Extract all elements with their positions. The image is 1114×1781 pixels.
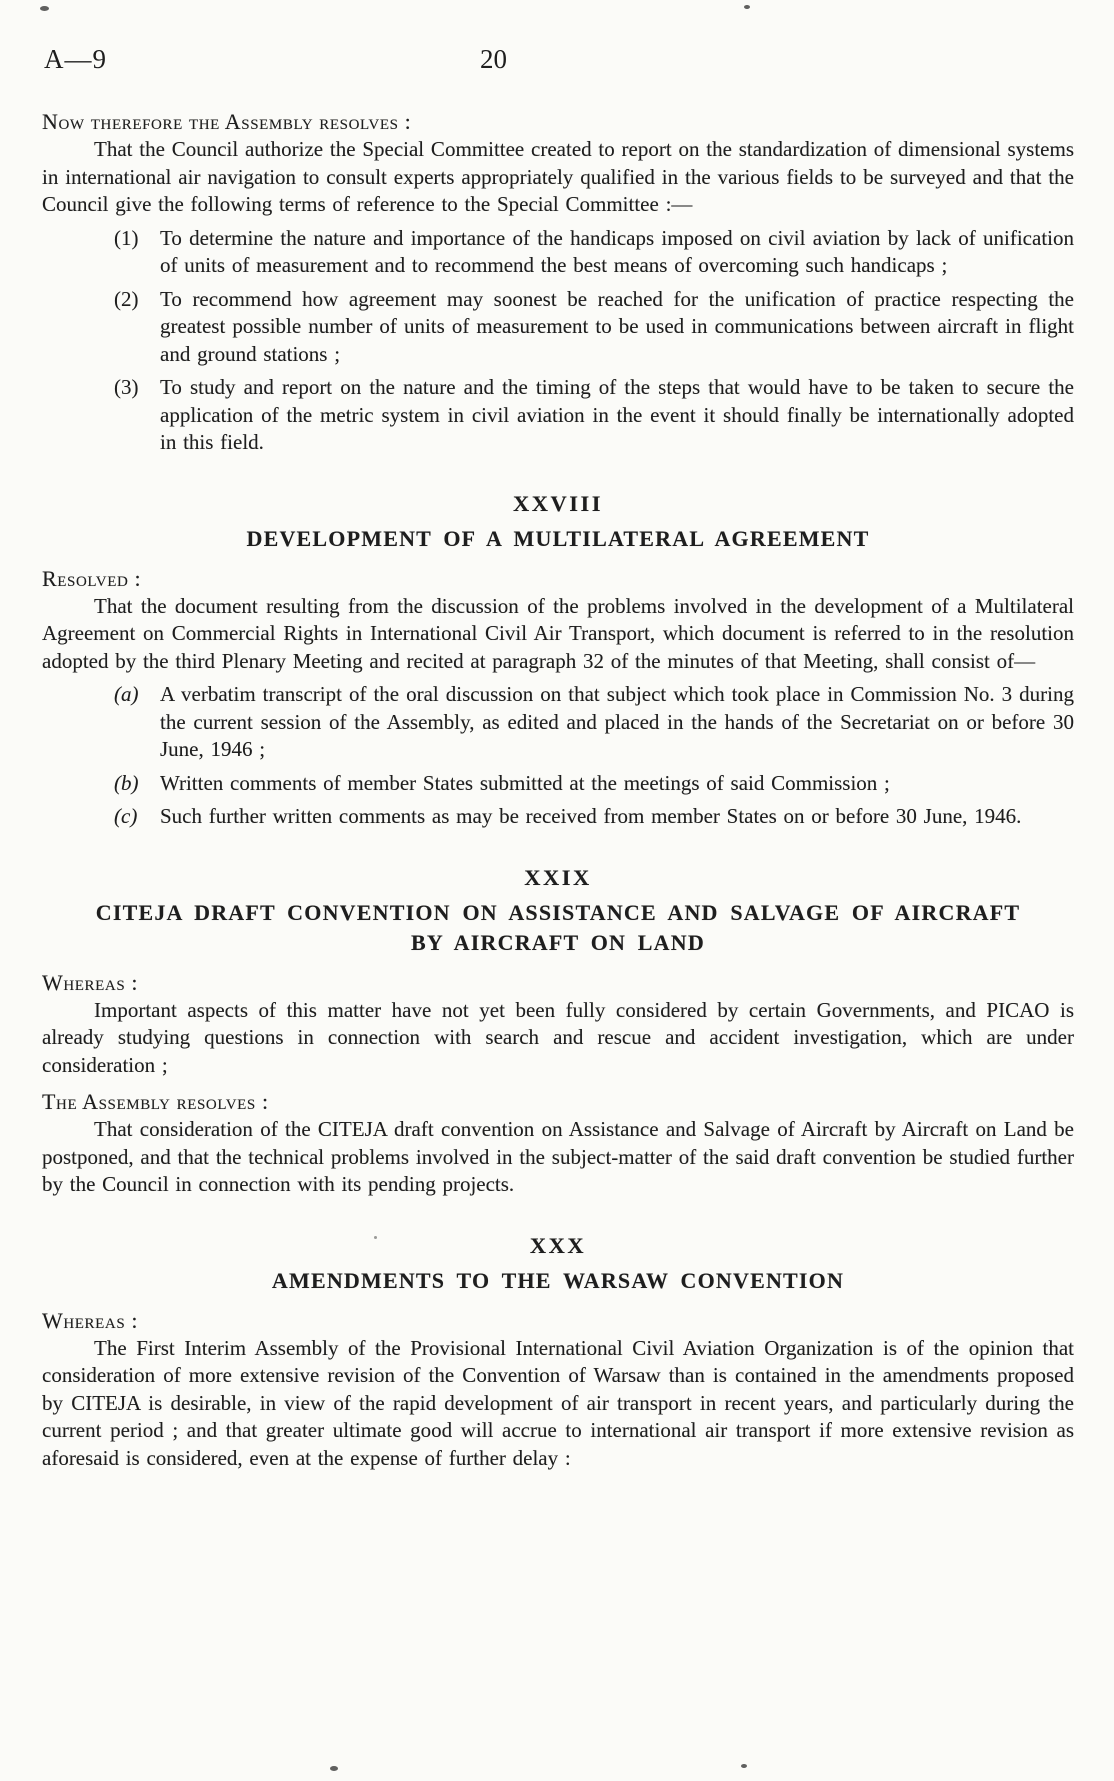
list-item: [42, 803, 1074, 831]
resolution-section-xxx: [42, 1233, 1074, 1473]
list-item: [42, 225, 1074, 280]
section-title-line: BY AIRCRAFT ON LAND: [411, 929, 705, 955]
list-item-text: To determine the nature and importance of the handicaps imposed on civil aviation by lack of unification of units of measurement and to recommend the best means of overcoming such handicaps ;: [160, 225, 1074, 277]
list-marker: (a): [114, 682, 139, 706]
list-marker: (c): [114, 804, 138, 828]
paragraph: The First Interim Assembly of the Provisional International Civil Aviation Organization is of the opinion that consideration of more extensive revision of the Convention of Warsaw than is contained in the amendments proposed by CITEJA is desirable, in view of the rapid development of air transport in recent years, and particularly during the current period ; and that greater ultimate good will accrue to international air transport if more extensive revision as aforesaid is considered, even at the expense of further delay :: [42, 1335, 1074, 1470]
list-item-text: Written comments of member States submitted at the meetings of said Commission ;: [160, 770, 890, 795]
whereas-lead: Whereas :: [42, 1307, 139, 1333]
scan-artifact: [40, 6, 49, 11]
scan-artifact: [741, 1764, 747, 1768]
list-item-text: To study and report on the nature and the timing of the steps that would have to be taken to secure the application of the metric system in civil aviation in the event it should finally be internationally adopted in this field.: [160, 375, 1074, 454]
list-marker: (1): [114, 225, 139, 250]
section-title: [42, 524, 1074, 554]
section-title-line: DEVELOPMENT OF A MULTILATERAL AGREEMENT: [246, 525, 870, 551]
scan-artifact: [374, 1236, 377, 1239]
resolution-lead: The Assembly resolves :: [42, 1089, 269, 1114]
paragraph: That the document resulting from the discussion of the problems involved in the development of a Multilateral Agreement on Commercial Rights in International Civil Air Transport, which document is referred to in the resolution adopted by the third Plenary Meeting and recited at paragraph 32 of the minutes of that Meeting, shall consist of—: [42, 593, 1074, 673]
section-title: [42, 1266, 1074, 1296]
resolution-lead: Resolved :: [42, 565, 142, 591]
list-item-text: A verbatim transcript of the oral discussion on that subject which took place in Commission No. 3 during the current session of the Assembly, as edited and placed in the hands of the Secretariat on or before 30 June, 1946 ;: [160, 682, 1074, 761]
resolution-section-terms-of-reference: [42, 108, 1074, 457]
paragraph: Important aspects of this matter have not yet been fully considered by certain Governments, and PICAO is already studying questions in connection with search and rescue and accident investigation, which are under consideration ;: [42, 997, 1074, 1077]
section-title: [42, 898, 1074, 958]
scan-artifact: [330, 1766, 338, 1771]
resolution-section-xxix: [42, 865, 1074, 1199]
list-item-text: To recommend how agreement may soonest be reached for the unification of practice respecting the greatest possible number of units of measurement to be used in communications between aircraft in flight and ground stations ;: [160, 286, 1074, 366]
doc-reference: A—9: [44, 44, 107, 74]
list-item: [42, 681, 1074, 764]
section-numeral: XXVIII: [512, 490, 603, 516]
paragraph: That consideration of the CITEJA draft convention on Assistance and Salvage of Aircraft by Aircraft on Land be postponed, and that the technical problems involved in the subject-matter of the said draft convention be studied further by the Council in connection with its pending projects.: [42, 1117, 1074, 1196]
list-item-text: Such further written comments as may be received from member States on or before 30 June, 1946.: [160, 804, 1022, 828]
paragraph: That the Council authorize the Special Committee created to report on the standardization of dimensional systems in international air navigation to consult experts appropriately qualified in the various fields to be surveyed and that the Council give the following terms of reference to the Special Committee :—: [42, 137, 1074, 216]
section-numeral: XXIX: [524, 864, 592, 890]
section-title-line: CITEJA DRAFT CONVENTION ON ASSISTANCE AND SALVAGE OF AIRCRAFT: [95, 899, 1021, 925]
resolution-section-xxviii: [42, 491, 1074, 831]
list-marker: (2): [114, 286, 139, 311]
list-item: [42, 374, 1074, 457]
list-marker: (b): [114, 770, 139, 795]
whereas-lead: Whereas :: [42, 969, 139, 995]
list-item: [42, 286, 1074, 369]
list-marker: (3): [114, 375, 139, 399]
page-header: [42, 44, 1074, 80]
scan-artifact: [744, 5, 750, 9]
section-numeral: XXX: [529, 1232, 587, 1258]
section-title-line: AMENDMENTS TO THE WARSAW CONVENTION: [271, 1267, 845, 1293]
resolution-lead: Now therefore the Assembly resolves :: [42, 109, 412, 134]
list-item: [42, 770, 1074, 798]
page-number: 20: [480, 44, 507, 74]
